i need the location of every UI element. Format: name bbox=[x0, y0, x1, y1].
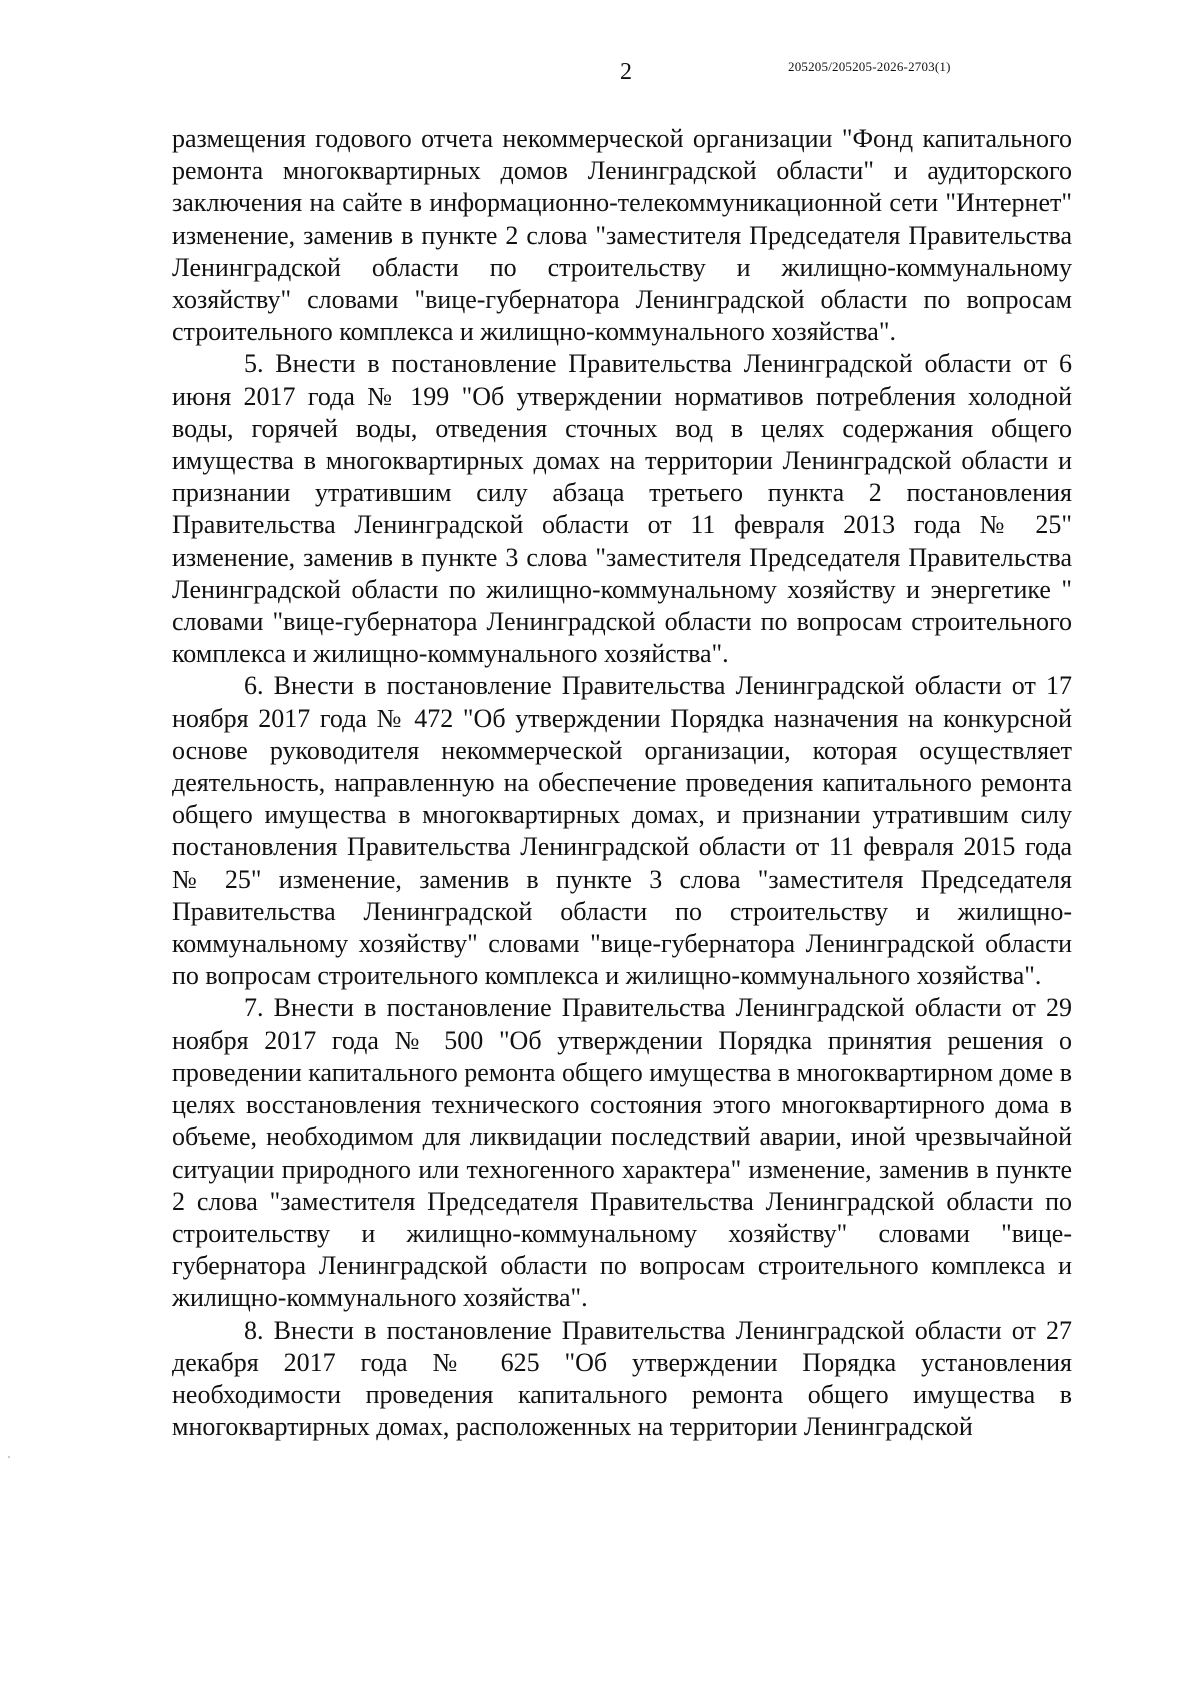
paragraph-item-5: 5. Внести в постановление Правительства Ленинградской области от 6 июня 2017 года № 199 "Об утверждении нормативов потребления холодной воды, горячей воды, отведения сточных вод в целях содержания общего имущества в многоквартирных домах на территории Ленинградской области и признании утратившим силу абзаца третьего пункта 2 постановления Правительства Ленинградской области от 11 февраля 2013 года № 25" изменение, заменив в пункте 3 слова "заместителя Председателя Правительства Ленинградской области по жилищно-коммунальному хозяйству и энергетике " словами "вице-губернатора Ленинградской области по вопросам строительного комплекса и жилищно-коммунального хозяйства". bbox=[172, 349, 1072, 669]
page-number: 2 bbox=[620, 59, 632, 85]
document-body bbox=[172, 123, 1072, 1443]
paragraph-continuation: размещения годового отчета некоммерческой организации "Фонд капитального ремонта многоквартирных домов Ленинградской области" и аудиторского заключения на сайте в информационно-телекоммуникационной сети "Интернет" изменение, заменив в пункте 2 слова "заместителя Председателя Правительства Ленинградской области по строительству и жилищно-коммунальному хозяйству" словами "вице-губернатора Ленинградской области по вопросам строительного комплекса и жилищно-коммунального хозяйства". bbox=[172, 124, 1072, 347]
paragraph-item-8: 8. Внести в постановление Правительства Ленинградской области от 27 декабря 2017 года № 625 "Об утверждении Порядка установления необходимости проведения капитального ремонта общего имущества в многоквартирных домах, расположенных на территории Ленинградской bbox=[172, 1315, 1072, 1442]
scan-artifact bbox=[8, 1456, 10, 1458]
document-id: 205205/205205-2026-2703(1) bbox=[788, 59, 951, 74]
paragraph-item-7: 7. Внести в постановление Правительства Ленинградской области от 29 ноября 2017 года № 500 "Об утверждении Порядка принятия решения о проведении капитального ремонта общего имущества в многоквартирном доме в целях восстановления технического состояния этого многоквартирного дома в объеме, необходимом для ликвидации последствий аварии, иной чрезвычайной ситуации природного или техногенного характера" изменение, заменив в пункте 2 слова "заместителя Председателя Правительства Ленинградской области по строительству и жилищно-коммунальному хозяйству" словами "вице-губернатора Ленинградской области по вопросам строительного комплекса и жилищно-коммунального хозяйства". bbox=[172, 993, 1072, 1313]
paragraph-item-6: 6. Внести в постановление Правительства Ленинградской области от 17 ноября 2017 года № 472 "Об утверждении Порядка назначения на конкурсной основе руководителя некоммерческой организации, которая осуществляет деятельность, направленную на обеспечение проведения капитального ремонта общего имущества в многоквартирных домах, и признании утратившим силу постановления Правительства Ленинградской области от 11 февраля 2015 года № 25" изменение, заменив в пункте 3 слова "заместителя Председателя Правительства Ленинградской области по строительству и жилищно-коммунальному хозяйству" словами "вице-губернатора Ленинградской области по вопросам строительного комплекса и жилищно-коммунального хозяйства". bbox=[172, 671, 1072, 991]
